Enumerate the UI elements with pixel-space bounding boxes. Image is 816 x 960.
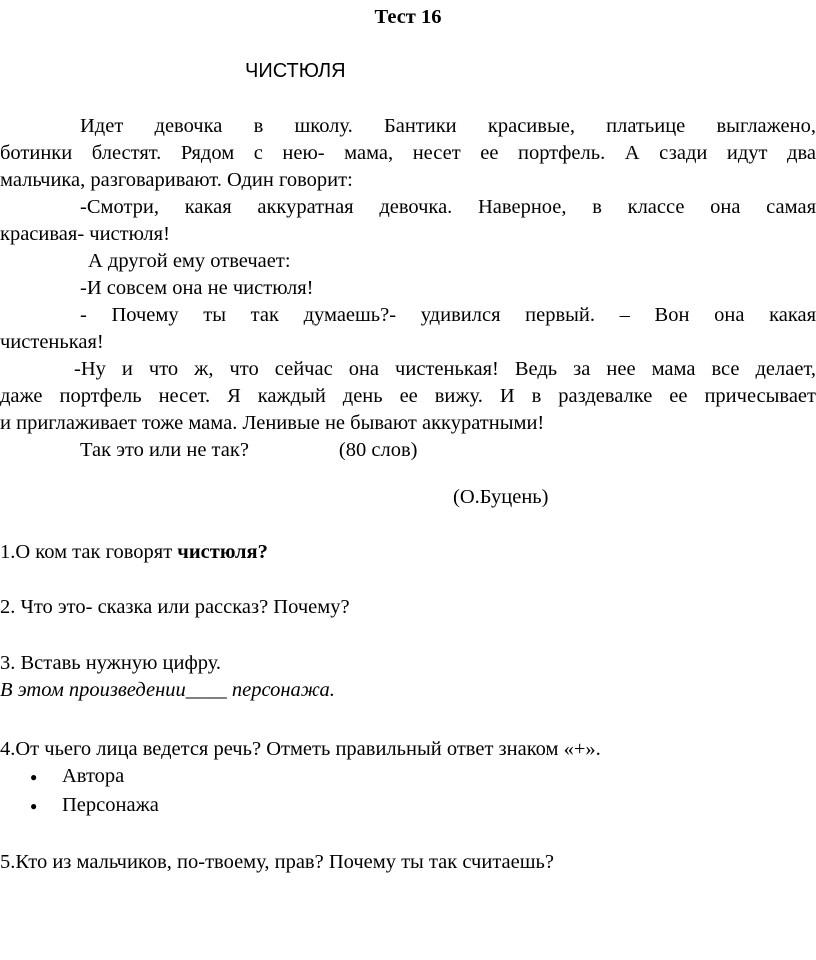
story-text bbox=[0, 113, 816, 464]
story-line: красивая- чистюля! bbox=[0, 223, 170, 245]
story-line bbox=[0, 437, 816, 464]
story-title: ЧИСТЮЛЯ bbox=[245, 60, 346, 82]
story-line: и приглаживает тоже мама. Ленивые не бывают аккуратными! bbox=[0, 412, 545, 434]
question-3-task: В этом произведении____ персонажа. bbox=[0, 679, 335, 701]
story-line: ботинки блестят. Рядом с нею- мама, несет ее портфель. А сзади идут два bbox=[0, 142, 816, 164]
bullet-icon: ● bbox=[30, 770, 38, 784]
story-line: -Ну и что ж, что сейчас она чистенькая! Ведь за нее мама все делает, bbox=[74, 358, 816, 380]
story-line: -И совсем она не чистюля! bbox=[80, 277, 314, 299]
test-title: Тест 16 bbox=[374, 6, 442, 28]
question-5: 5.Кто из мальчиков, по-твоему, прав? Почему ты так считаешь? bbox=[0, 851, 554, 873]
answer-option-label: Автора bbox=[62, 765, 125, 787]
answer-option bbox=[0, 792, 300, 819]
story-line: даже портфель несет. Я каждый день ее вижу. И в раздевалке ее причесывает bbox=[0, 385, 816, 407]
author: (О.Буцень) bbox=[453, 486, 549, 508]
answer-option bbox=[0, 763, 300, 790]
closing-question: Так это или не так? bbox=[80, 439, 249, 461]
bullet-icon: ● bbox=[30, 799, 38, 813]
question-1-keyword: чистюля? bbox=[177, 541, 268, 563]
story-line: -Смотри, какая аккуратная девочка. Наверное, в классе она самая bbox=[80, 196, 816, 218]
story-line: Идет девочка в школу. Бантики красивые, платьице выглажено, bbox=[80, 115, 816, 137]
answer-option-label: Персонажа bbox=[62, 794, 159, 816]
story-line: - Почему ты так думаешь?- удивился первый. – Вон она какая bbox=[80, 304, 816, 326]
question-1 bbox=[0, 539, 268, 566]
story-line: мальчика, разговаривают. Один говорит: bbox=[0, 169, 353, 191]
question-1-text: 1.О ком так говорят bbox=[0, 541, 178, 563]
question-2: 2. Что это- сказка или рассказ? Почему? bbox=[0, 596, 350, 618]
story-line: А другой ему отвечает: bbox=[88, 250, 291, 272]
question-3: 3. Вставь нужную цифру. bbox=[0, 652, 222, 674]
question-4: 4.От чьего лица ведется речь? Отметь правильный ответ знаком «+». bbox=[0, 738, 601, 760]
word-count: (80 слов) bbox=[338, 439, 418, 461]
story-line: чистенькая! bbox=[0, 331, 104, 353]
